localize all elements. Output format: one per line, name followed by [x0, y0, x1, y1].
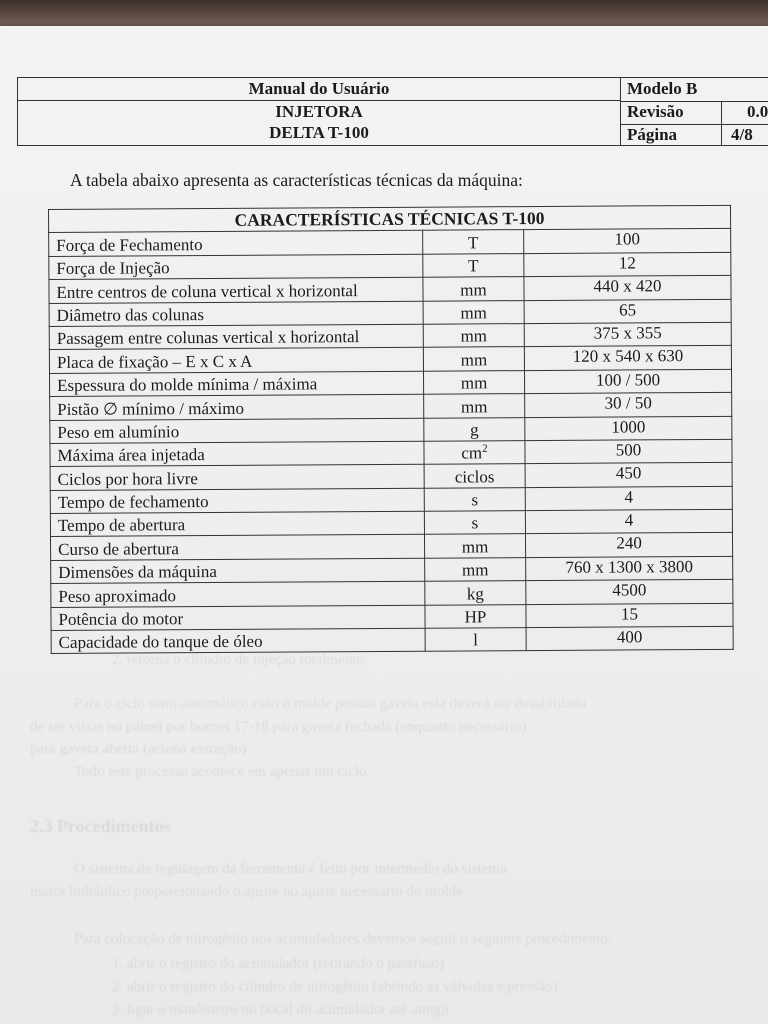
spec-unit — [423, 253, 524, 277]
spec-value: 100 / 500 — [524, 369, 731, 394]
spec-value: 4 — [525, 486, 732, 511]
spec-unit-text: g — [470, 420, 479, 440]
spec-value: 4500 — [526, 580, 733, 605]
spec-unit-text: mm — [461, 560, 489, 580]
spec-unit-text: mm — [460, 326, 488, 346]
spec-value: 440 x 420 — [524, 276, 731, 301]
spec-value: 4 — [525, 509, 732, 534]
header-revision-row — [621, 101, 768, 125]
header-page-row — [621, 124, 768, 146]
page-label: Página — [627, 125, 678, 144]
table-row — [51, 626, 733, 654]
spec-unit — [423, 230, 524, 254]
bleed-through-line: para gaveta aberta (aciona extração) — [30, 741, 247, 757]
spec-item: Diâmetro das colunas — [49, 301, 423, 327]
header-title-block — [18, 78, 621, 145]
bleed-through-line: O sistema de regulagem da ferramenta é feito por intermédio do sistema — [74, 861, 507, 877]
document-header — [17, 77, 768, 146]
spec-unit — [425, 581, 526, 605]
spec-unit — [423, 324, 524, 348]
spec-unit — [424, 464, 525, 488]
spec-unit-text: T — [468, 256, 479, 276]
spec-value: 375 x 355 — [524, 322, 731, 347]
spec-unit-text: mm — [460, 373, 488, 393]
spec-item: Entre centros de coluna vertical x horizontal — [49, 277, 423, 303]
spec-item: Força de Fechamento — [49, 231, 423, 257]
spec-value: 15 — [526, 603, 733, 628]
spec-item: Capacidade do tanque de óleo — [51, 628, 425, 654]
spec-unit-exponent: 2 — [482, 442, 488, 455]
bleed-through-line: Todo este processo acontece em apenas um ciclo. — [74, 764, 371, 780]
specs-table-body — [49, 229, 734, 654]
spec-value: 30 / 50 — [525, 392, 732, 417]
spec-unit — [424, 440, 525, 464]
spec-unit-text: mm — [461, 537, 489, 557]
bleed-through-line: Para o ciclo semi-automático caso o molde possua gaveta esta deverá ser desabilitada — [74, 696, 587, 712]
bleed-through-line: 2. retorna o cilindro de injeção totalmente. — [112, 652, 367, 668]
spec-item: Dimensões da máquina — [51, 558, 425, 584]
product-model: DELTA T-100 — [269, 123, 369, 142]
spec-unit — [423, 370, 524, 394]
spec-value: 12 — [524, 252, 731, 277]
header-meta-block — [621, 78, 768, 145]
spec-unit — [423, 277, 524, 301]
bleed-through-line: de ser vistas no painel por bornes 17-18 para gaveta fechada (enquanto necessário) — [30, 719, 527, 735]
header-divider — [721, 124, 722, 146]
spec-value: 65 — [524, 299, 731, 324]
spec-item: Peso em alumínio — [50, 418, 424, 444]
spec-value: 500 — [525, 439, 732, 464]
bleed-through-line: 3. ligar o manômetro no bocal do acumulador até atingir — [112, 1002, 451, 1018]
spec-unit-text: s — [471, 513, 479, 533]
spec-item: Tempo de fechamento — [50, 488, 424, 514]
spec-item: Potência do motor — [51, 605, 425, 631]
specs-table-wrapper — [48, 205, 734, 655]
spec-unit — [424, 534, 525, 558]
spec-unit — [424, 417, 525, 441]
spec-value: 760 x 1300 x 3800 — [526, 556, 733, 581]
spec-item: Ciclos por hora livre — [50, 465, 424, 491]
spec-unit-text: mm — [460, 303, 487, 323]
spec-unit — [423, 347, 524, 371]
spec-item: Espessura do molde mínima / máxima — [50, 371, 424, 397]
spec-value: 400 — [526, 626, 733, 651]
spec-value: 1000 — [525, 416, 732, 441]
bleed-through-line: 2. abrir o registro do cilindro de nitrogênio (abrindo as válvulas e pressão) — [112, 979, 558, 995]
spec-unit-text: mm — [460, 396, 488, 416]
spec-item: Máxima área injetada — [50, 441, 424, 467]
model-label: Modelo B — [627, 79, 698, 98]
spec-value: 100 — [524, 229, 731, 254]
spec-value: 120 x 540 x 630 — [524, 346, 731, 371]
header-divider — [721, 101, 722, 124]
intro-paragraph: A tabela abaixo apresenta as características técnicas da máquina: — [70, 170, 523, 190]
spec-unit-text: mm — [460, 350, 488, 370]
specs-table-title: CARACTERÍSTICAS TÉCNICAS T-100 — [49, 205, 731, 233]
spec-unit-text: mm — [460, 279, 487, 300]
bleed-through-line: 1. abrir o registro do acumulador (retirando o parafuso) — [112, 956, 444, 972]
bleed-through-line: Para colocação de nitrogênio nos acumuladores devemos seguir o seguinte procedimento: — [74, 931, 613, 947]
spec-value: 240 — [525, 533, 732, 558]
spec-item: Pistão ∅ mínimo / máximo — [50, 394, 424, 420]
spec-unit — [424, 487, 525, 511]
header-model-row — [621, 78, 768, 102]
spec-unit-text: l — [473, 630, 479, 650]
spec-value: 450 — [525, 463, 732, 488]
spec-unit — [424, 394, 525, 418]
revision-label: Revisão — [627, 102, 684, 121]
bleed-through-line: 2.3 Procedimentos — [30, 816, 171, 836]
spec-unit-text: kg — [466, 583, 484, 604]
product-name: INJETORA — [275, 102, 363, 121]
spec-unit-text: HP — [464, 607, 487, 627]
spec-unit-text: cm — [461, 443, 483, 463]
spec-item: Tempo de abertura — [50, 511, 424, 537]
page-value: 4/8 — [731, 125, 753, 144]
revision-value: 0.0 — [747, 102, 768, 121]
spec-unit — [425, 604, 526, 628]
specs-table — [48, 205, 734, 655]
spec-item: Força de Injeção — [49, 254, 423, 280]
spec-item: Placa de fixação – E x C x A — [49, 348, 423, 374]
spec-unit — [423, 300, 524, 324]
spec-unit — [424, 511, 525, 535]
bleed-through-line: motor hidráulico proporcionando o ajuste no ajuste necessário do molde. — [30, 884, 467, 900]
spec-unit-text: T — [467, 233, 479, 253]
spec-unit-text: s — [471, 490, 479, 510]
spec-unit — [425, 557, 526, 581]
manual-title: Manual do Usuário — [18, 78, 620, 101]
spec-item: Peso aproximado — [51, 581, 425, 607]
spec-unit — [425, 628, 526, 652]
spec-item: Passagem entre colunas vertical x horizontal — [49, 324, 423, 350]
spec-item: Curso de abertura — [51, 535, 425, 561]
spec-unit-text: ciclos — [454, 466, 495, 487]
